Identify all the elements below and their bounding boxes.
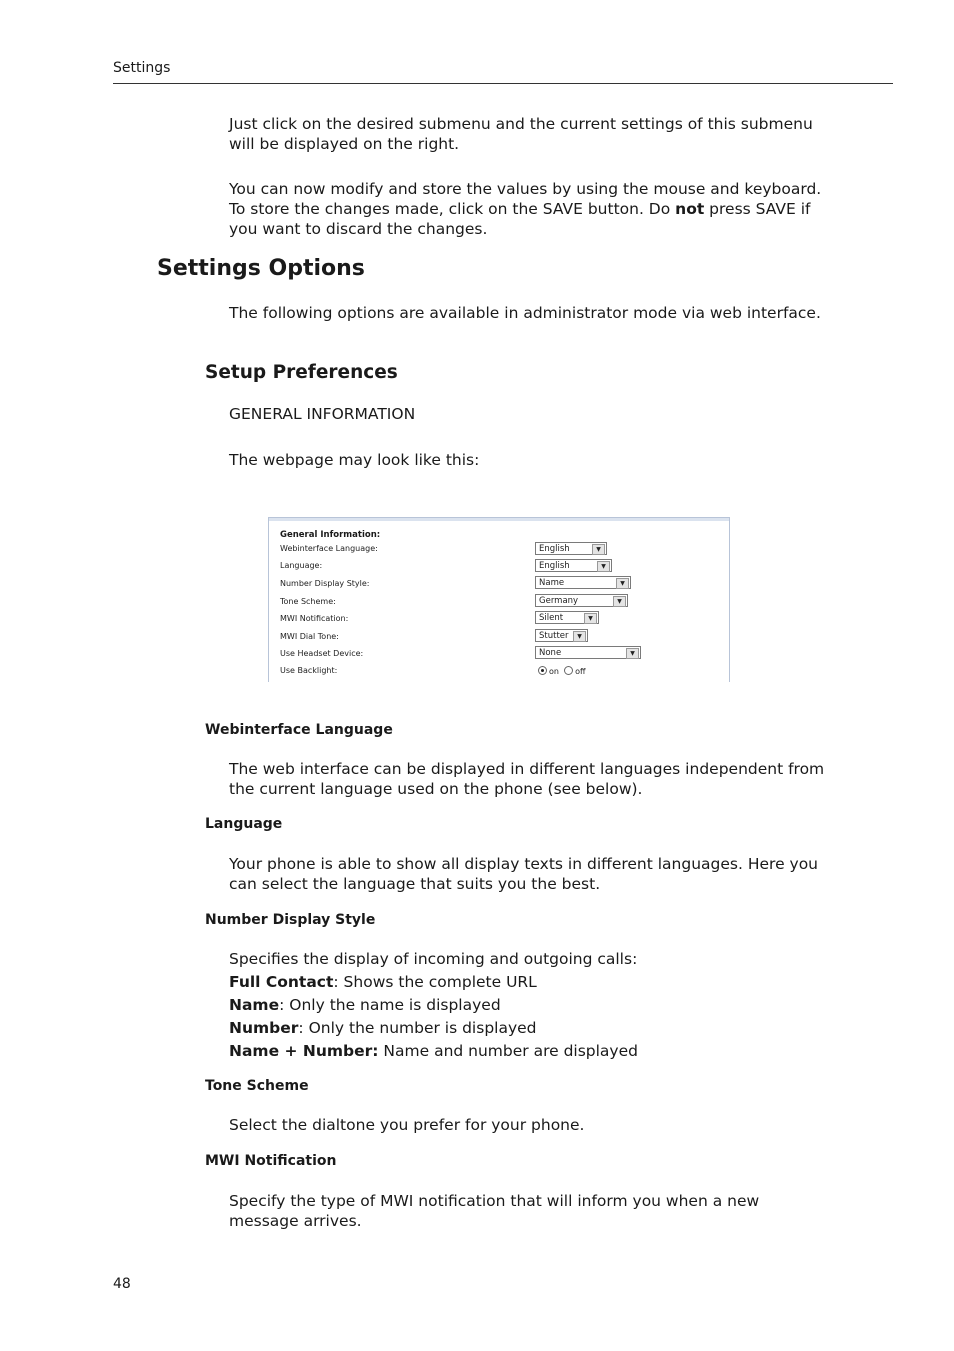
row-label-use-headset-device: Use Headset Device: bbox=[280, 649, 364, 658]
language-select bbox=[535, 559, 612, 572]
tone-scheme-text: Select the dialtone you prefer for your phone. bbox=[229, 1116, 585, 1134]
general-information-label: GENERAL INFORMATION bbox=[229, 405, 416, 423]
row-label-number-display-style: Number Display Style: bbox=[280, 579, 370, 588]
list-term: Name bbox=[229, 996, 280, 1014]
panel-title: General Information: bbox=[280, 530, 381, 540]
select-value: Name bbox=[539, 578, 565, 588]
setup-preferences-heading: Setup Preferences bbox=[205, 362, 398, 383]
mwi-notification-heading: MWI Notification bbox=[205, 1153, 337, 1169]
mwi-notification-select bbox=[535, 611, 599, 624]
page-number: 48 bbox=[113, 1276, 131, 1292]
radio-on-icon bbox=[538, 666, 547, 675]
chevron-down-icon: ▼ bbox=[597, 561, 610, 572]
list-desc: Name and number are displayed bbox=[378, 1042, 638, 1060]
header-rule bbox=[113, 83, 893, 84]
chevron-down-icon: ▼ bbox=[613, 596, 626, 607]
select-value: Silent bbox=[539, 613, 564, 623]
intro-paragraph-2 bbox=[229, 179, 829, 239]
running-header: Settings bbox=[113, 60, 171, 76]
list-item bbox=[229, 971, 829, 994]
tone-scheme-heading: Tone Scheme bbox=[205, 1078, 309, 1094]
list-item bbox=[229, 1040, 829, 1063]
webpage-note: The webpage may look like this: bbox=[229, 451, 480, 469]
language-text: Your phone is able to show all display texts in different languages. Here you can select the language that suits you the best. bbox=[229, 855, 819, 893]
intro-text-bold: not bbox=[675, 200, 705, 218]
row-label-language: Language: bbox=[280, 561, 323, 570]
list-desc: : Only the number is displayed bbox=[298, 1019, 537, 1037]
select-value: Germany bbox=[539, 596, 579, 606]
list-desc: : Shows the complete URL bbox=[333, 973, 537, 991]
number-display-style-select bbox=[535, 576, 631, 589]
select-value: English bbox=[539, 561, 570, 571]
intro-text-b: press SAVE if you want to discard the changes. bbox=[229, 200, 811, 238]
row-label-mwi-notification: MWI Notification: bbox=[280, 614, 349, 623]
general-information-screenshot bbox=[268, 517, 730, 682]
row-label-use-backlight: Use Backlight: bbox=[280, 666, 338, 675]
chevron-down-icon: ▼ bbox=[592, 544, 605, 555]
chevron-down-icon: ▼ bbox=[573, 631, 586, 642]
number-display-intro: Specifies the display of incoming and outgoing calls: bbox=[229, 950, 638, 968]
webinterface-language-heading: Webinterface Language bbox=[205, 722, 393, 738]
backlight-radio-group bbox=[538, 666, 585, 676]
settings-options-heading: Settings Options bbox=[157, 256, 365, 281]
mwi-dial-tone-select bbox=[535, 629, 588, 642]
intro-paragraph-1: Just click on the desired submenu and the current settings of this submenu will be displayed on the right. bbox=[229, 115, 813, 153]
mwi-notification-text: Specify the type of MWI notification that will inform you when a new message arrives. bbox=[229, 1192, 760, 1230]
row-label-tone-scheme: Tone Scheme: bbox=[280, 597, 336, 606]
list-desc: : Only the name is displayed bbox=[279, 996, 501, 1014]
radio-off-label: off bbox=[575, 667, 586, 676]
language-heading: Language bbox=[205, 816, 283, 832]
tone-scheme-select bbox=[535, 594, 628, 607]
webinterface-language-select bbox=[535, 542, 607, 555]
select-value: Stutter bbox=[539, 631, 569, 641]
chevron-down-icon: ▼ bbox=[584, 613, 597, 624]
row-label-mwi-dial-tone: MWI Dial Tone: bbox=[280, 632, 339, 641]
intro-text-a: You can now modify and store the values by using the mouse and keyboard. To store the changes made, click on the SAVE button. Do bbox=[229, 180, 822, 218]
radio-on-label: on bbox=[549, 667, 559, 676]
list-term: Full Contact bbox=[229, 973, 334, 991]
chevron-down-icon: ▼ bbox=[626, 648, 639, 659]
list-term: Name + Number: bbox=[229, 1042, 379, 1060]
use-headset-device-select bbox=[535, 646, 641, 659]
row-label-webinterface-language: Webinterface Language: bbox=[280, 544, 378, 553]
list-item bbox=[229, 994, 829, 1017]
radio-off-icon bbox=[564, 666, 573, 675]
list-item bbox=[229, 1017, 829, 1040]
webinterface-language-text: The web interface can be displayed in different languages independent from the current language used on the phone (see below). bbox=[229, 760, 825, 798]
list-term: Number bbox=[229, 1019, 299, 1037]
number-display-style-heading: Number Display Style bbox=[205, 912, 376, 928]
chevron-down-icon: ▼ bbox=[616, 578, 629, 589]
select-value: English bbox=[539, 544, 570, 554]
options-text: The following options are available in administrator mode via web interface. bbox=[229, 304, 821, 322]
select-value: None bbox=[539, 648, 562, 658]
number-display-list bbox=[229, 948, 829, 1063]
